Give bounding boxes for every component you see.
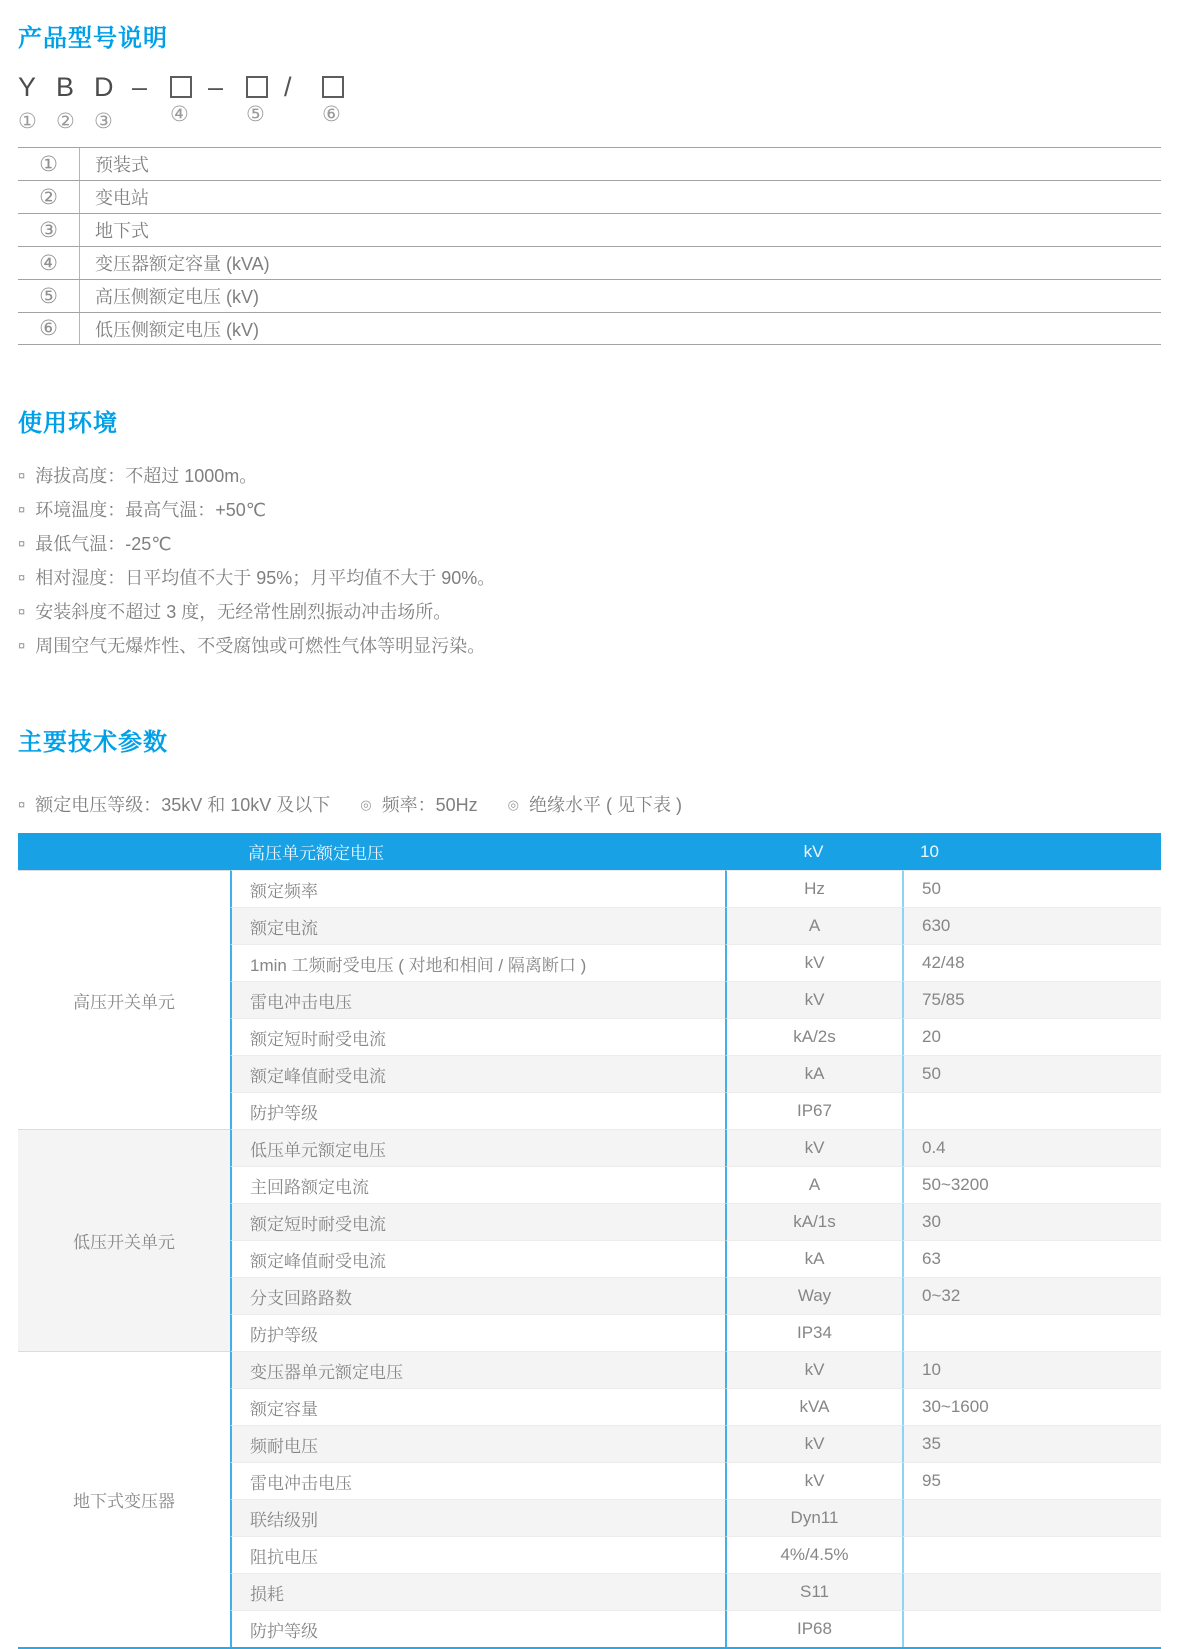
spec-cell-unit: kV <box>725 1351 902 1388</box>
spec-cell-value <box>902 1610 1161 1647</box>
model-char: B <box>56 71 75 102</box>
legend-number: ② <box>18 181 80 213</box>
legend-description: 高压侧额定电压 (kV) <box>95 287 259 307</box>
spec-cell-value: 0.4 <box>902 1129 1161 1166</box>
spec-cell-value <box>902 1314 1161 1351</box>
environment-item <box>18 598 1161 632</box>
legend-description: 预装式 <box>95 155 149 175</box>
model-slot <box>208 69 246 133</box>
spec-cell-value: 20 <box>902 1018 1161 1055</box>
model-slot <box>322 69 360 133</box>
model-slot <box>284 69 322 133</box>
legend-row <box>18 279 1161 312</box>
spec-table-body <box>18 870 1161 1647</box>
spec-cell-param: 防护等级 <box>230 1610 725 1647</box>
spec-cell-value <box>902 1536 1161 1573</box>
model-slot <box>56 69 94 133</box>
model-char: – <box>132 71 148 102</box>
spec-cell-value: 0~32 <box>902 1277 1161 1314</box>
model-box <box>246 76 268 98</box>
spec-cell-unit: Way <box>725 1277 902 1314</box>
environment-item-text: 安装斜度不超过 3 度，无经常性剧烈振动冲击场所。 <box>35 602 452 622</box>
legend-description: 低压侧额定电压 (kV) <box>95 319 259 340</box>
spec-group-label: 地下式变压器 <box>18 1351 230 1647</box>
environment-item-text: 最低气温：-25℃ <box>35 534 172 554</box>
environment-item <box>18 462 1161 496</box>
model-char: – <box>208 71 224 102</box>
model-circled-number: ⑥ <box>322 103 341 126</box>
spec-cell-param: 额定短时耐受电流 <box>230 1203 725 1240</box>
bullet-icon: ¤ <box>18 604 26 619</box>
model-char: D <box>94 71 114 102</box>
legend-number: ⑤ <box>18 280 80 312</box>
spec-cell-value: 50~3200 <box>902 1166 1161 1203</box>
spec-cell-value: 10 <box>902 1351 1161 1388</box>
spec-cell-unit: kV <box>725 944 902 981</box>
legend-row <box>18 180 1161 213</box>
spec-table <box>18 833 1161 1649</box>
legend-number: ④ <box>18 247 80 279</box>
model-section-title: 产品型号说明 <box>18 25 168 52</box>
spec-cell-value: 50 <box>902 870 1161 907</box>
bullet-icon: ¤ <box>18 536 26 551</box>
model-box <box>322 76 344 98</box>
bullet-icon: ◎ <box>360 797 372 812</box>
environment-section-title: 使用环境 <box>18 410 118 437</box>
spec-header-param: 高压单元额定电压 <box>248 844 384 863</box>
spec-cell-unit: IP67 <box>725 1092 902 1129</box>
spec-cell-param: 损耗 <box>230 1573 725 1610</box>
model-code <box>18 69 1161 133</box>
spec-cell-unit: kV <box>725 981 902 1018</box>
intro-segment <box>360 791 477 817</box>
bullet-icon: ¤ <box>18 638 26 653</box>
spec-cell-unit: Dyn11 <box>725 1499 902 1536</box>
spec-cell-value: 30 <box>902 1203 1161 1240</box>
bullet-icon: ¤ <box>18 468 26 483</box>
spec-cell-unit: IP68 <box>725 1610 902 1647</box>
model-char: Y <box>18 71 37 102</box>
environment-list <box>18 462 1161 666</box>
spec-cell-param: 联结级别 <box>230 1499 725 1536</box>
spec-cell-value: 630 <box>902 907 1161 944</box>
spec-cell-value: 95 <box>902 1462 1161 1499</box>
spec-cell-value: 30~1600 <box>902 1388 1161 1425</box>
spec-cell-unit: kVA <box>725 1388 902 1425</box>
legend-description: 变电站 <box>95 188 149 208</box>
legend-row <box>18 213 1161 246</box>
spec-cell-param: 防护等级 <box>230 1314 725 1351</box>
model-char: / <box>284 71 292 102</box>
model-box <box>170 76 192 98</box>
intro-segment <box>18 791 330 817</box>
spec-cell-param: 额定短时耐受电流 <box>230 1018 725 1055</box>
spec-cell-unit: kV <box>725 1425 902 1462</box>
spec-cell-unit: kA <box>725 1240 902 1277</box>
model-legend <box>18 147 1161 345</box>
bullet-icon: ¤ <box>18 797 26 812</box>
spec-cell-value: 63 <box>902 1240 1161 1277</box>
spec-group-label: 高压开关单元 <box>18 870 230 1129</box>
environment-item <box>18 530 1161 564</box>
legend-number: ③ <box>18 214 80 246</box>
spec-header-value: 10 <box>920 841 939 861</box>
spec-cell-param: 防护等级 <box>230 1092 725 1129</box>
spec-cell-value: 50 <box>902 1055 1161 1092</box>
legend-number: ① <box>18 148 80 180</box>
model-slot <box>132 69 170 133</box>
spec-cell-param: 雷电冲击电压 <box>230 1462 725 1499</box>
page <box>18 0 1161 1649</box>
model-slot <box>170 69 208 133</box>
spec-cell-param: 雷电冲击电压 <box>230 981 725 1018</box>
spec-cell-param: 额定频率 <box>230 870 725 907</box>
spec-cell-param: 分支回路路数 <box>230 1277 725 1314</box>
spec-cell-unit: Hz <box>725 870 902 907</box>
spec-cell-unit: kA/1s <box>725 1203 902 1240</box>
spec-cell-unit: kV <box>725 1462 902 1499</box>
model-slot <box>94 69 132 133</box>
spec-cell-unit: A <box>725 907 902 944</box>
spec-cell-param: 低压单元额定电压 <box>230 1129 725 1166</box>
model-circled-number: ③ <box>94 110 113 133</box>
intro-segment-text: 频率：50Hz <box>381 795 478 815</box>
spec-cell-param: 频耐电压 <box>230 1425 725 1462</box>
spec-cell-param: 额定峰值耐受电流 <box>230 1055 725 1092</box>
spec-cell-param: 1min 工频耐受电压 ( 对地和相间 / 隔离断口 ) <box>230 944 725 981</box>
intro-segment-text: 额定电压等级：35kV 和 10kV 及以下 <box>35 795 331 815</box>
legend-row <box>18 246 1161 279</box>
spec-cell-param: 变压器单元额定电压 <box>230 1351 725 1388</box>
spec-cell-value: 75/85 <box>902 981 1161 1018</box>
spec-cell-unit: kV <box>725 1129 902 1166</box>
spec-cell-value: 35 <box>902 1425 1161 1462</box>
spec-cell-param: 额定电流 <box>230 907 725 944</box>
model-slot <box>246 69 284 133</box>
environment-item-text: 环境温度：最高气温：+50℃ <box>35 500 266 520</box>
spec-cell-value <box>902 1499 1161 1536</box>
spec-cell-unit: 4%/4.5% <box>725 1536 902 1573</box>
spec-cell-value <box>902 1573 1161 1610</box>
spec-cell-unit: S11 <box>725 1573 902 1610</box>
legend-row <box>18 312 1161 345</box>
spec-cell-unit: kA/2s <box>725 1018 902 1055</box>
environment-item-text: 相对湿度：日平均值不大于 95%；月平均值不大于 90%。 <box>35 568 496 588</box>
environment-item-text: 周围空气无爆炸性、不受腐蚀或可燃性气体等明显污染。 <box>35 636 486 656</box>
spec-cell-value <box>902 1092 1161 1129</box>
legend-description: 地下式 <box>95 221 149 241</box>
spec-group-label: 低压开关单元 <box>18 1129 230 1351</box>
model-circled-number: ② <box>56 110 75 133</box>
spec-cell-param: 额定峰值耐受电流 <box>230 1240 725 1277</box>
spec-cell-param: 主回路额定电流 <box>230 1166 725 1203</box>
intro-segment-text: 绝缘水平 ( 见下表 ) <box>529 795 683 815</box>
legend-description: 变压器额定容量 (kVA) <box>95 254 270 274</box>
legend-row <box>18 147 1161 180</box>
spec-header-unit: kV <box>803 841 824 861</box>
spec-table-header <box>18 833 1161 870</box>
parameters-section-title: 主要技术参数 <box>18 729 168 756</box>
spec-cell-unit: IP34 <box>725 1314 902 1351</box>
spec-cell-param: 额定容量 <box>230 1388 725 1425</box>
bullet-icon: ◎ <box>507 797 520 812</box>
bullet-icon: ¤ <box>18 570 26 585</box>
model-circled-number: ④ <box>170 103 189 126</box>
spec-cell-unit: A <box>725 1166 902 1203</box>
bullet-icon: ¤ <box>18 502 26 517</box>
parameters-intro <box>18 791 1161 817</box>
model-circled-number: ⑤ <box>246 103 265 126</box>
spec-cell-value: 42/48 <box>902 944 1161 981</box>
model-slot <box>18 69 56 133</box>
environment-item-text: 海拔高度：不超过 1000m。 <box>35 466 258 486</box>
environment-item <box>18 632 1161 666</box>
intro-segment <box>508 791 682 817</box>
environment-item <box>18 496 1161 530</box>
spec-header-spacer <box>18 833 230 870</box>
model-circled-number: ① <box>18 110 37 133</box>
spec-cell-param: 阻抗电压 <box>230 1536 725 1573</box>
spec-cell-unit: kA <box>725 1055 902 1092</box>
legend-number: ⑥ <box>18 313 80 344</box>
environment-item <box>18 564 1161 598</box>
